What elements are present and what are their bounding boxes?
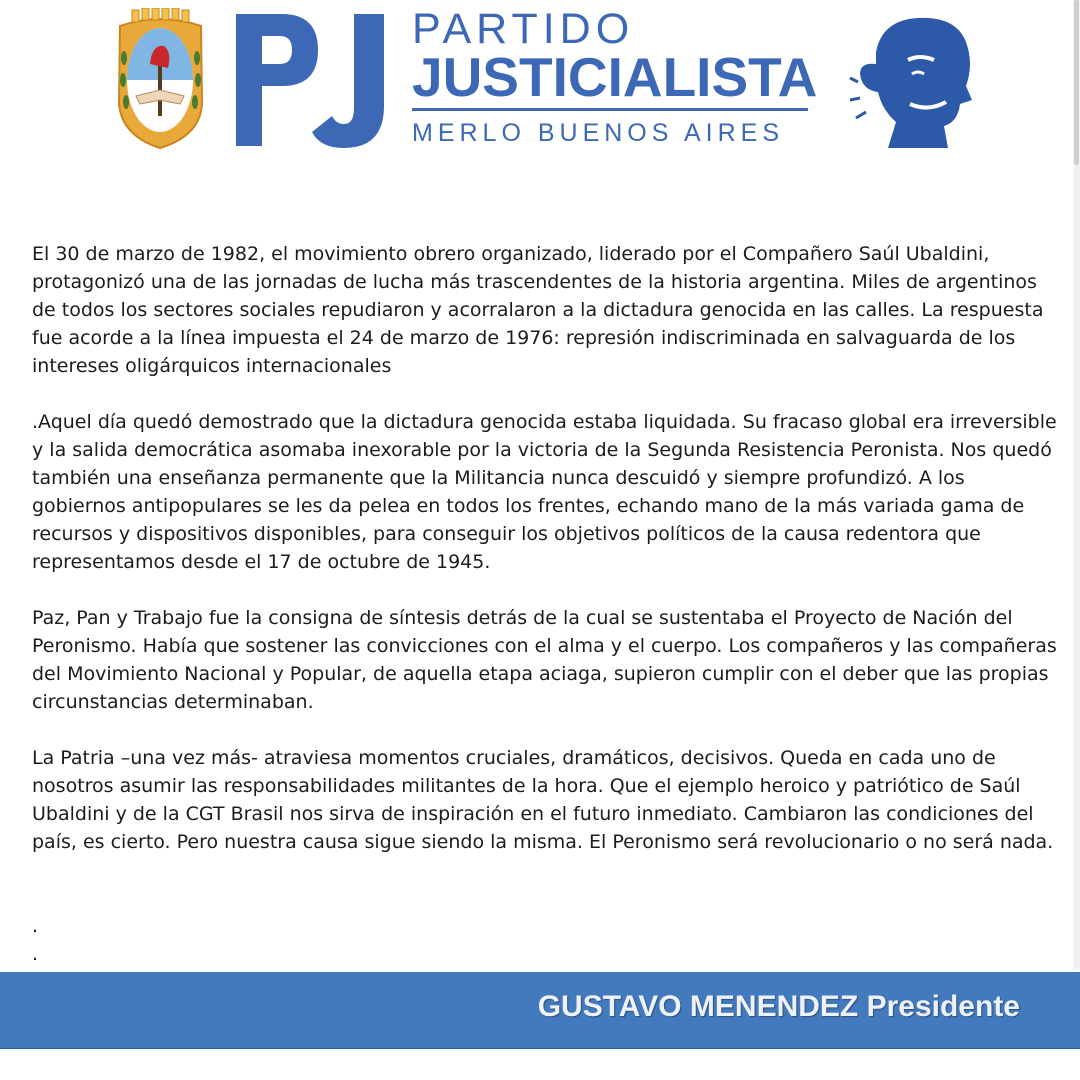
paragraph: El 30 de marzo de 1982, el movimiento obrero organizado, liderado por el Compañero Saúl Ubaldini, protagonizó una de las jornadas de lucha más trascendentes de la historia argentina. Miles de argentinos de todos los sectores sociales repudiaron y acorralaron a la dictadura genocida en las calles. La respuesta fue acorde a la línea impuesta el 24 de marzo de 1976: represión indiscriminada en salvaguarda de los intereses oligárquicos internacionales (32, 243, 1044, 377)
pj-logo-icon (232, 10, 388, 150)
party-name-line2: JUSTICIALISTA (412, 46, 818, 108)
divider (412, 108, 808, 111)
signature: GUSTAVO MENENDEZ Presidente (537, 990, 1020, 1023)
peronist-shield-icon (114, 8, 207, 150)
party-name-line1: PARTIDO (412, 5, 635, 53)
scrollbar-thumb[interactable] (1074, 0, 1079, 165)
paragraph: .Aquel día quedó demostrado que la dictadura genocida estaba liquidada. Su fracaso global era irreversible y la salida democrática asomaba inexorable por la victoria de la Segunda Resistencia Peronista. Nos quedó también una enseñanza permanente que la Militancia nunca descuidó y siempre profundizó. A los gobiernos antipopulares se les da pelea en todos los frentes, echando mano de la más variada gama de recursos y dispositivos disponibles, para conseguir los objetivos políticos de la causa redentora que representamos desde el 17 de octubre de 1945. (32, 411, 1057, 573)
trailing-dot: . (32, 943, 39, 965)
party-location: MERLO BUENOS AIRES (412, 119, 785, 147)
article-body (32, 240, 1062, 884)
trailing-dot: . (32, 915, 39, 937)
letterhead (0, 0, 1072, 160)
party-name (412, 5, 818, 147)
paragraph: Paz, Pan y Trabajo fue la consigna de síntesis detrás de la cual se sustentaba el Proyecto de Nación del Peronismo. Había que sostener las convicciones con el alma y el cuerpo. Los compañeros y las compañeras del Movimiento Nacional y Popular, de aquella etapa aciaga, supieron cumplir con el deber que las propias circunstancias determinaban. (32, 607, 1057, 713)
signature-banner (0, 972, 1080, 1049)
paragraph: La Patria –una vez más- atraviesa momentos cruciales, dramáticos, decisivos. Queda en cada uno de nosotros asumir las responsabilidades militantes de la hora. Que el ejemplo heroico y patriótico de Saúl Ubaldini y de la CGT Brasil nos sirva de inspiración en el futuro inmediato. Cambiaron las condiciones del país, es cierto. Pero nuestra causa sigue siendo la misma. El Peronismo será revolucionario o no será nada. (32, 747, 1054, 853)
peron-portrait-icon (848, 12, 988, 150)
scrollbar-track[interactable] (1073, 0, 1080, 970)
trailing-dots (32, 912, 38, 968)
